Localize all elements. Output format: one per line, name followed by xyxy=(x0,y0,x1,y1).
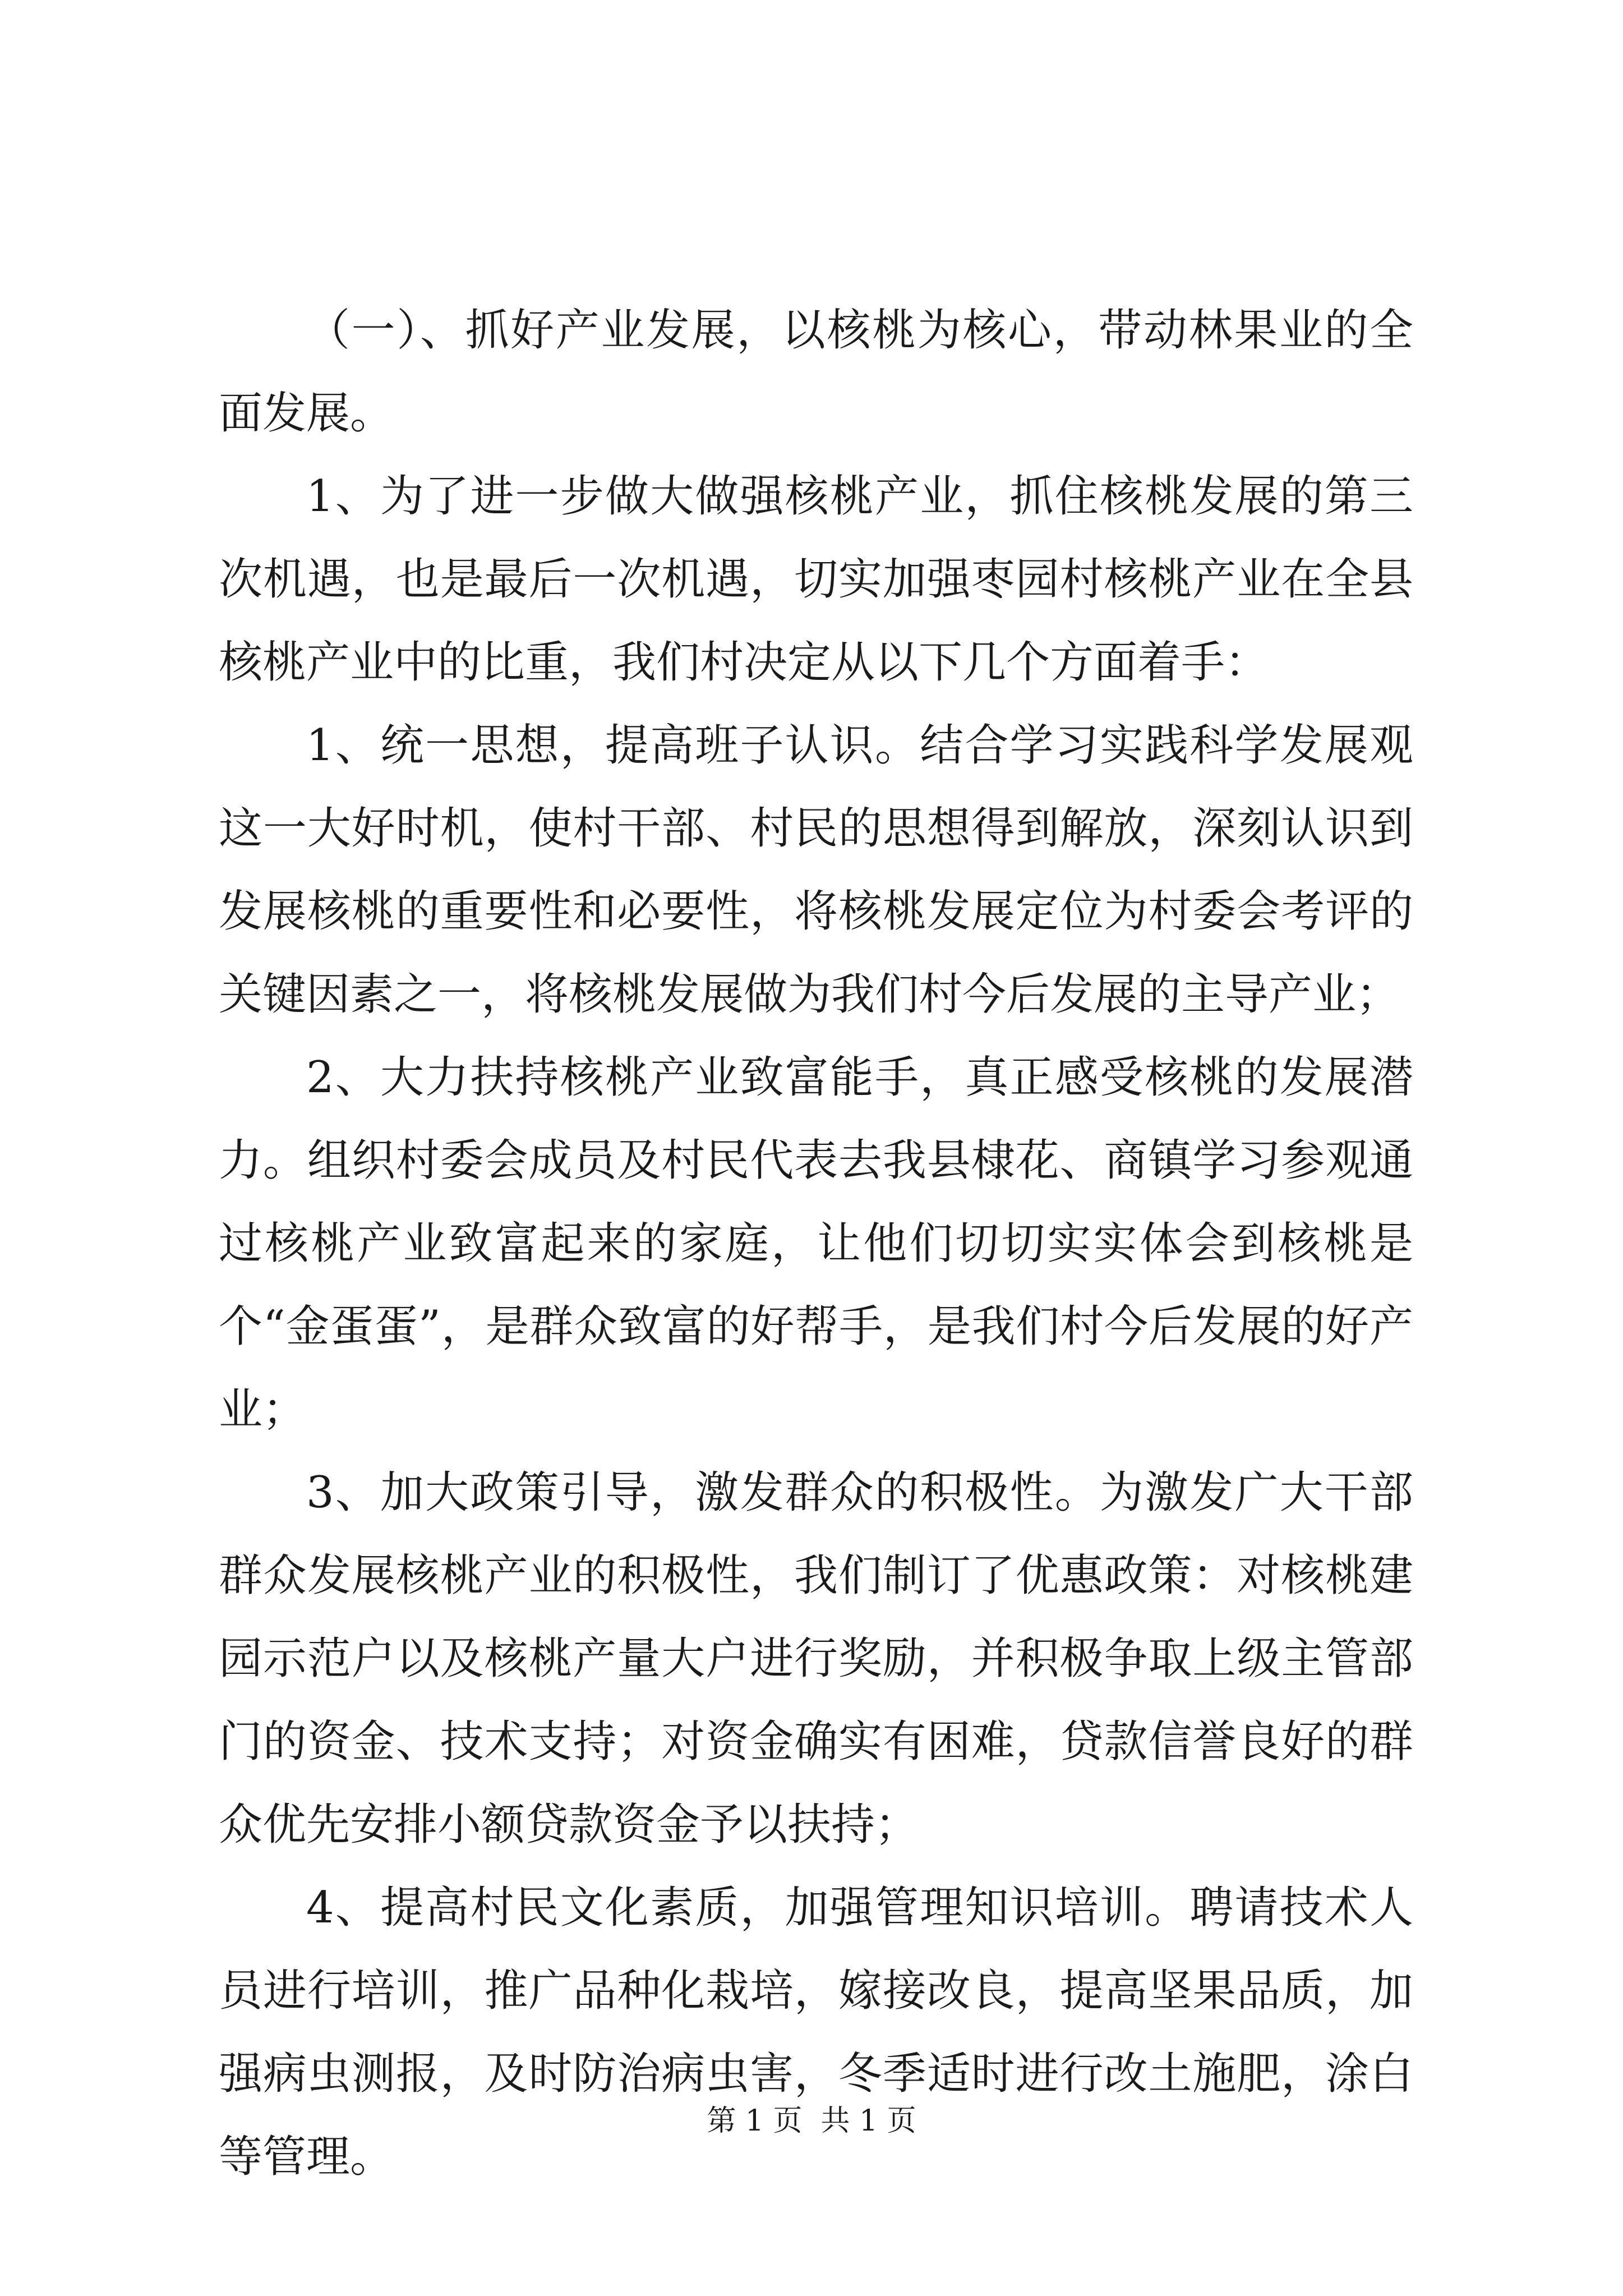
paragraph-item-3: 3、加大政策引导，激发群众的积极性。为激发广大干部群众发展核桃产业的积极性，我们制订了优惠政策：对核桃建园示范户以及核桃产量大户进行奖励，并积极争取上级主管部门的资金、技术支持；对资金确实有困难，贷款信誉良好的群众优先安排小额贷款资金予以扶持； xyxy=(219,1467,1413,1850)
document-body xyxy=(219,289,1413,2198)
paragraph-heading: （一）、抓好产业发展，以核桃为核心，带动林果业的全面发展。 xyxy=(219,305,1413,439)
paragraph-item-2: 2、大力扶持核桃产业致富能手，真正感受核桃的发展潜力。组织村委会成员及村民代表去我县棣花、商镇学习参观通过核桃产业致富起来的家庭，让他们切切实实体会到核桃是个“金蛋蛋”，是群众致富的好帮手，是我们村今后发展的好产业； xyxy=(219,1052,1413,1435)
paragraph-item-4: 4、提高村民文化素质，加强管理知识培训。聘请技术人员进行培训，推广品种化栽培，嫁接改良，提高坚果品质，加强病虫测报，及时防治病虫害，冬季适时进行改土施肥，涂白等管理。 xyxy=(219,1883,1413,2182)
paragraph-intro: 1、为了进一步做大做强核桃产业，抓住核桃发展的第三次机遇，也是最后一次机遇，切实加强枣园村核桃产业在全县核桃产业中的比重，我们村决定从以下几个方面着手： xyxy=(219,471,1413,688)
paragraph-item-1: 1、统一思想，提高班子认识。结合学习实践科学发展观这一大好时机，使村干部、村民的思想得到解放，深刻认识到发展核桃的重要性和必要性，将核桃发展定位为村委会考评的关键因素之一，将核桃发展做为我们村今后发展的主导产业； xyxy=(219,720,1413,1020)
page-number-footer: 第 1 页 共 1 页 xyxy=(707,2104,916,2138)
